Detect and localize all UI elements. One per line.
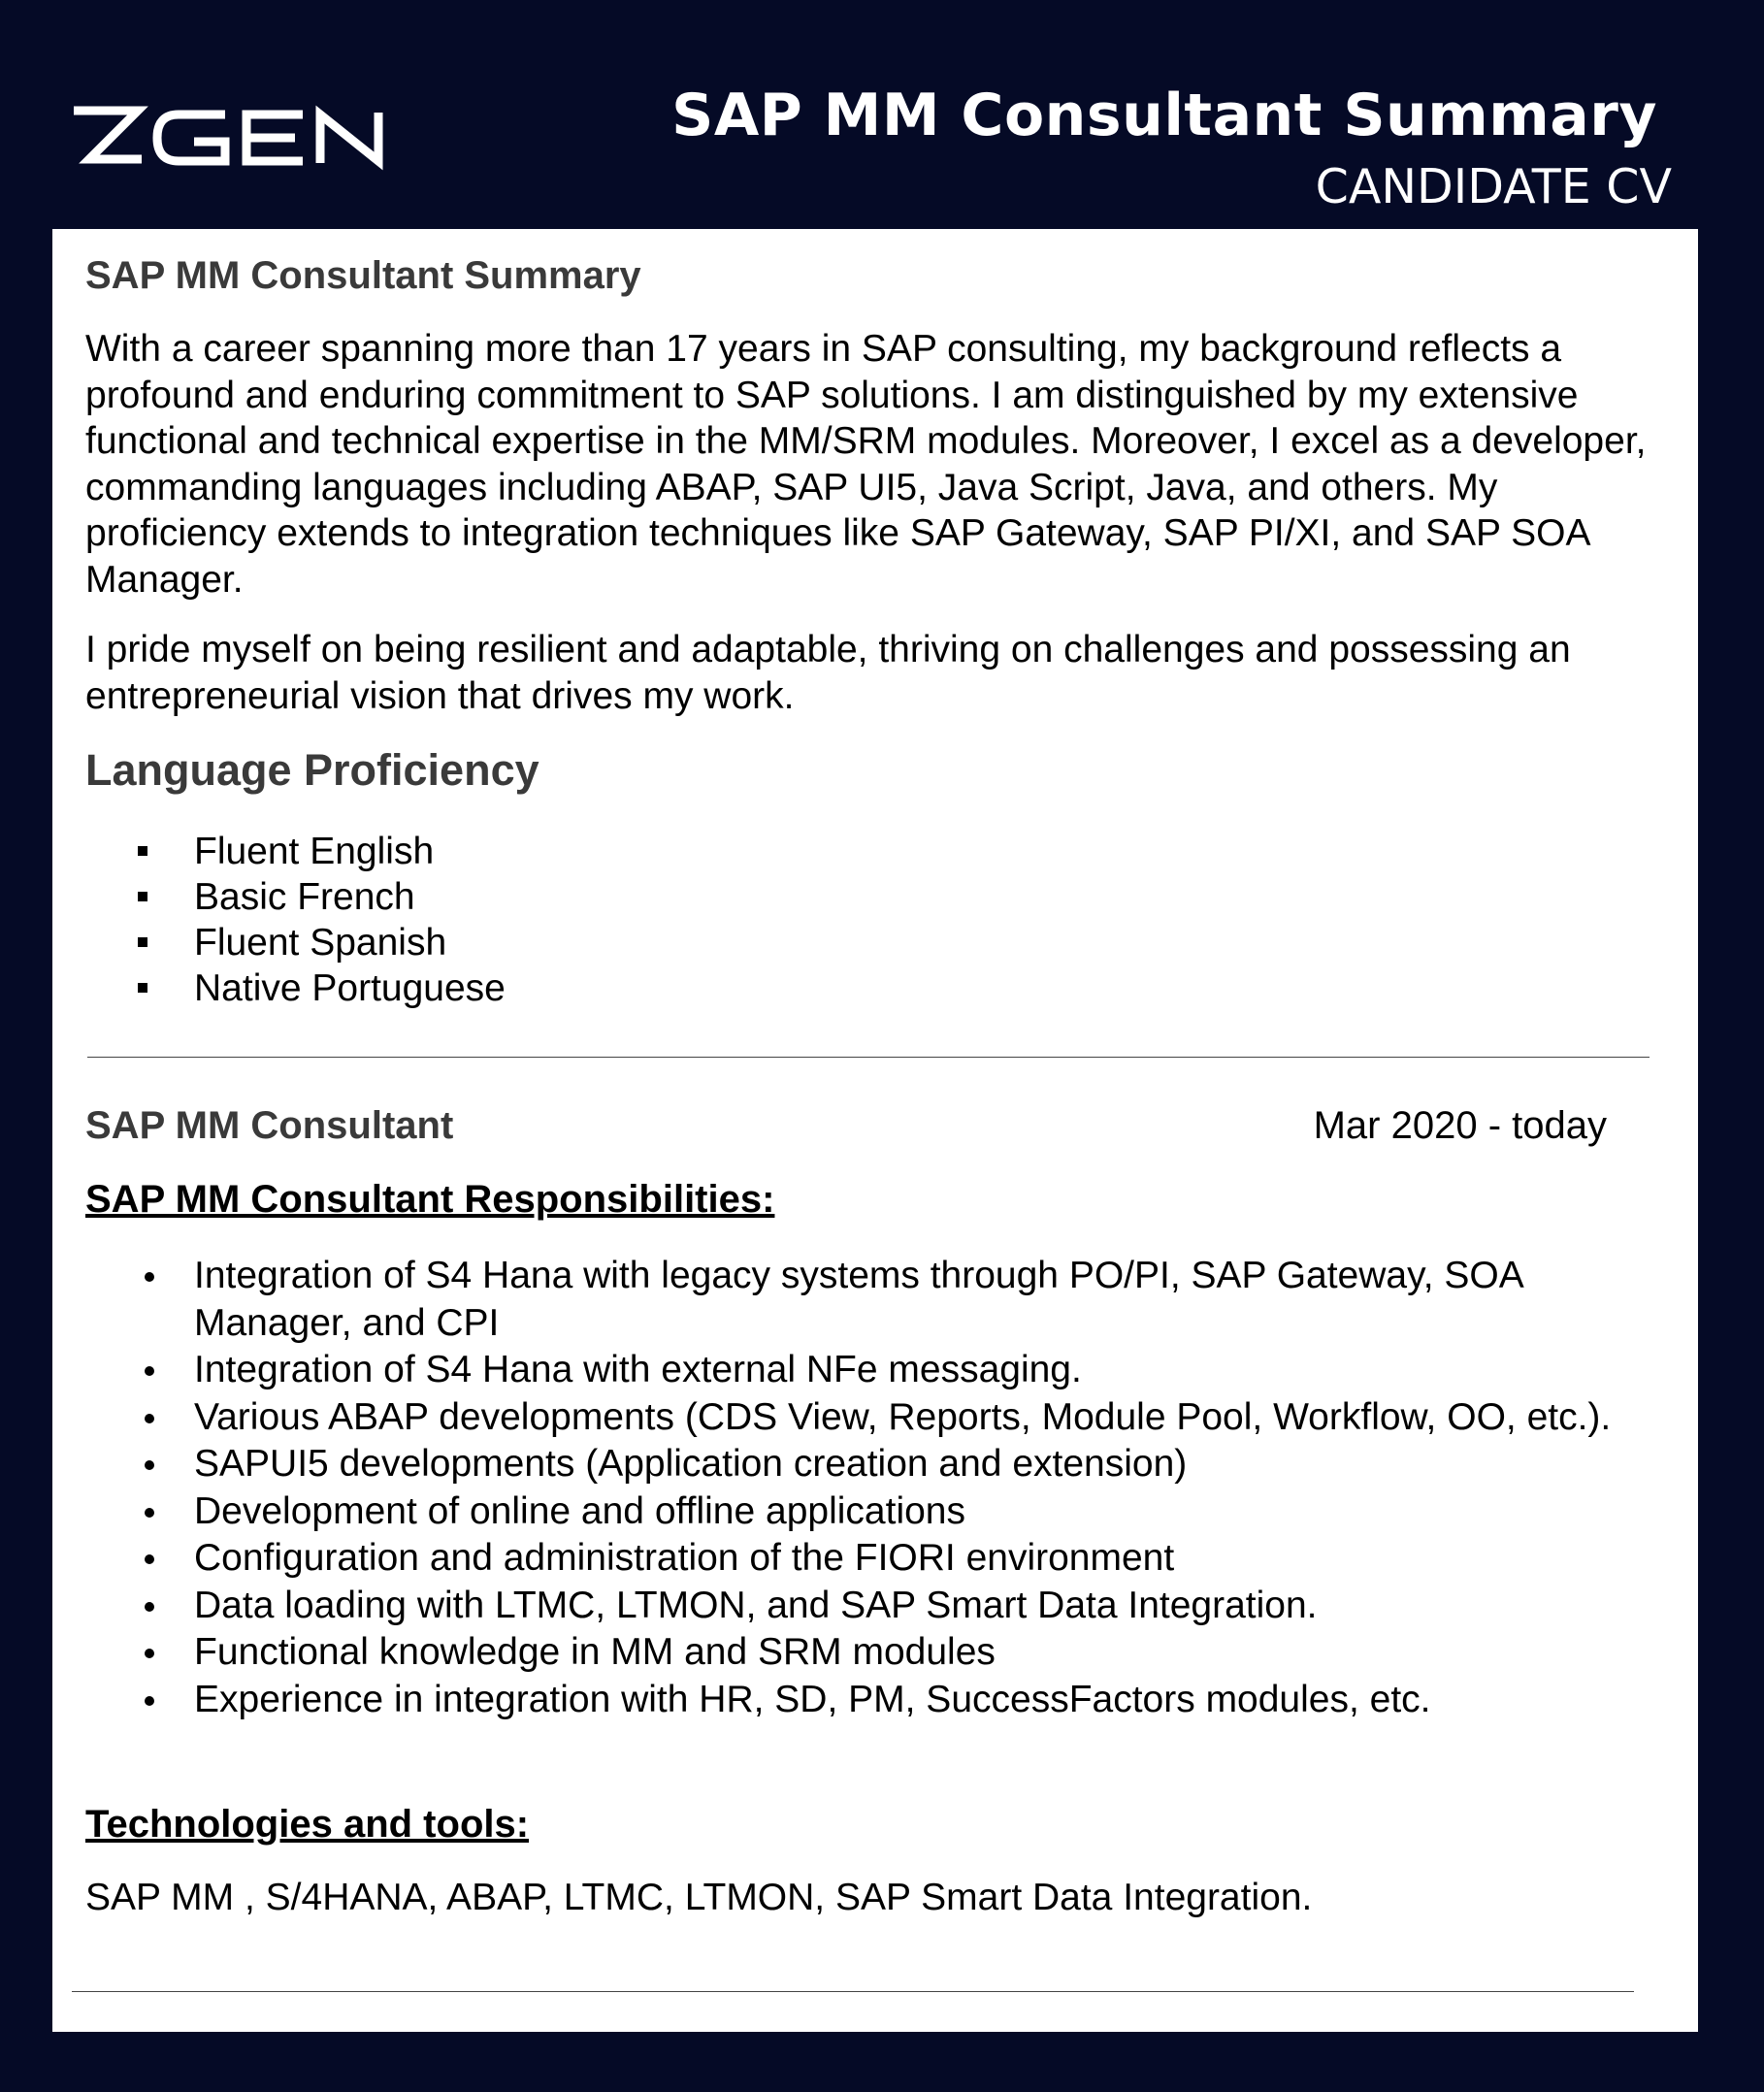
list-item xyxy=(85,920,506,965)
language-item: Basic French xyxy=(194,876,415,918)
bullet-icon xyxy=(145,1272,154,1282)
language-item: Native Portuguese xyxy=(194,967,506,1009)
header-subtitle: CANDIDATE CV xyxy=(1315,159,1672,214)
responsibility-item: Integration of S4 Hana with external NFe messaging. xyxy=(194,1349,1082,1390)
summary-paragraph-1: With a career spanning more than 17 years in SAP consulting, my background reflects a profound and enduring commitment to SAP solutions. I am distinguished by my extensive functional and technical expertise in the MM/SRM modules. Moreover, I excel as a developer, commanding languages including ABAP, SAP UI5, Java Script, Java, and others. My proficiency extends to integration techniques like SAP Gateway, SAP PI/XI, and SAP SOA Manager. xyxy=(85,328,1647,601)
zgen-logo xyxy=(70,105,400,173)
list-item xyxy=(85,1629,1667,1677)
list-item xyxy=(85,1347,1667,1394)
technologies-title: Technologies and tools: xyxy=(85,1803,530,1846)
list-item xyxy=(85,1441,1667,1488)
list-item xyxy=(85,1394,1667,1442)
language-item: Fluent Spanish xyxy=(194,922,447,964)
list-item xyxy=(85,874,506,920)
job-title: SAP MM Consultant xyxy=(85,1104,454,1147)
header-title: SAP MM Consultant Summary xyxy=(671,82,1657,149)
responsibility-item: Integration of S4 Hana with legacy systems through PO/PI, SAP Gateway, SOA Manager, and CPI xyxy=(194,1255,1522,1344)
responsibility-item: SAPUI5 developments (Application creation and extension) xyxy=(194,1443,1188,1485)
square-bullet-icon xyxy=(138,892,147,901)
bullet-icon xyxy=(145,1366,154,1376)
responsibility-item: Functional knowledge in MM and SRM modules xyxy=(194,1631,996,1673)
list-item xyxy=(85,1535,1667,1583)
summary-paragraph-2: I pride myself on being resilient and adaptable, thriving on challenges and possessing an entrepreneurial vision that drives my work. xyxy=(85,629,1571,717)
language-list xyxy=(85,829,506,1011)
responsibility-item: Configuration and administration of the FIORI environment xyxy=(194,1537,1175,1579)
cv-page xyxy=(52,229,1698,2032)
list-item xyxy=(85,1677,1667,1724)
language-proficiency-title: Language Proficiency xyxy=(85,745,539,795)
bullet-icon xyxy=(145,1602,154,1612)
bullet-icon xyxy=(145,1460,154,1470)
responsibility-item: Experience in integration with HR, SD, PM, SuccessFactors modules, etc. xyxy=(194,1678,1431,1720)
responsibility-item: Data loading with LTMC, LTMON, and SAP Smart Data Integration. xyxy=(194,1584,1318,1626)
bottom-divider xyxy=(72,1991,1634,1992)
square-bullet-icon xyxy=(138,937,147,947)
responsibility-item: Development of online and offline applications xyxy=(194,1489,965,1532)
list-item xyxy=(85,829,506,874)
list-item xyxy=(85,965,506,1011)
divider xyxy=(87,1057,1650,1058)
bullet-icon xyxy=(145,1554,154,1564)
responsibilities-title: SAP MM Consultant Responsibilities: xyxy=(85,1178,775,1221)
bullet-icon xyxy=(145,1649,154,1658)
list-item xyxy=(85,1583,1667,1630)
square-bullet-icon xyxy=(138,983,147,993)
bullet-icon xyxy=(145,1508,154,1518)
responsibilities-list xyxy=(85,1253,1667,1723)
list-item xyxy=(85,1488,1667,1536)
summary-title: SAP MM Consultant Summary xyxy=(85,254,641,297)
language-item: Fluent English xyxy=(194,831,435,872)
bullet-icon xyxy=(145,1414,154,1423)
technologies-text: SAP MM , S/4HANA, ABAP, LTMC, LTMON, SAP Smart Data Integration. xyxy=(85,1877,1313,1918)
square-bullet-icon xyxy=(138,846,147,856)
bullet-icon xyxy=(145,1696,154,1706)
list-item xyxy=(85,1253,1667,1347)
responsibility-item: Various ABAP developments (CDS View, Reports, Module Pool, Workflow, OO, etc.). xyxy=(194,1395,1612,1438)
job-dates: Mar 2020 - today xyxy=(1313,1104,1607,1147)
